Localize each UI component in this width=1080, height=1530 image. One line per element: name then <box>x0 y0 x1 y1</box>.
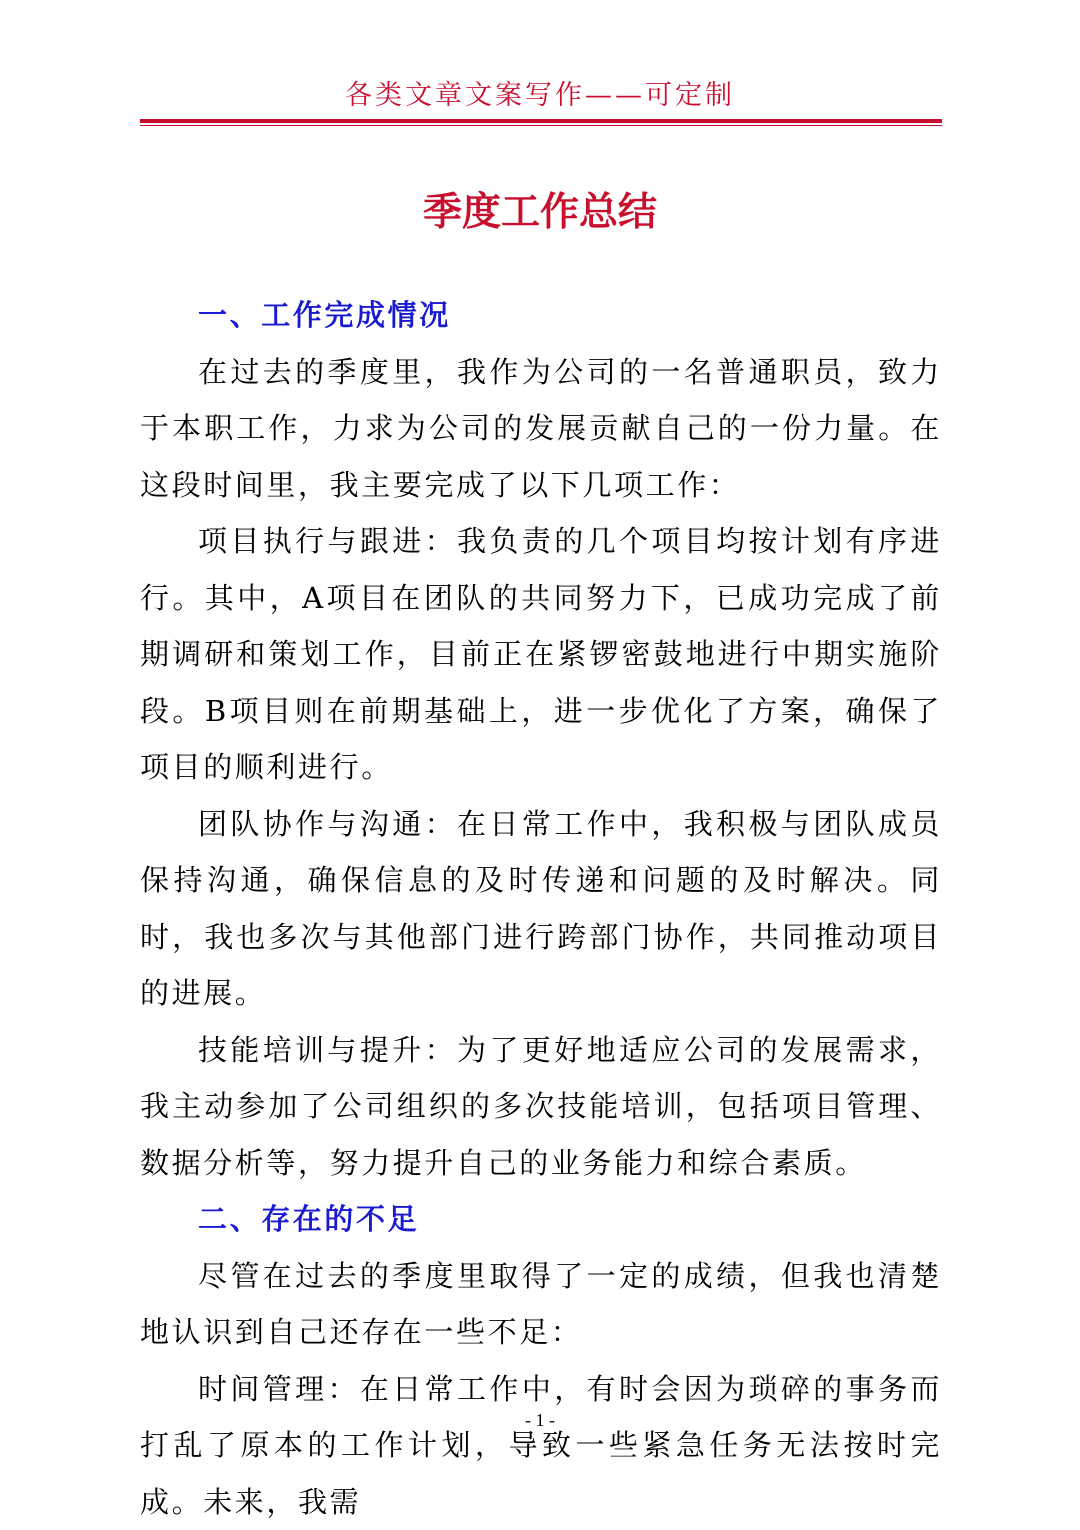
document-body <box>140 287 942 1530</box>
body-paragraph: 项目执行与跟进：我负责的几个项目均按计划有序进行。其中，A项目在团队的共同努力下，已成功完成了前期调研和策划工作，目前正在紧锣密鼓地进行中期实施阶段。B项目则在前期基础上，进一步优化了方案，确保了项目的顺利进行。 <box>140 513 942 796</box>
section-heading: 二、存在的不足 <box>140 1191 942 1248</box>
body-paragraph: 时间管理：在日常工作中，有时会因为琐碎的事务而打乱了原本的工作计划，导致一些紧急任务无法按时完成。未来，我需 <box>140 1361 942 1530</box>
page-number: - 1 - <box>0 1410 1080 1431</box>
body-paragraph: 尽管在过去的季度里取得了一定的成绩，但我也清楚地认识到自己还存在一些不足： <box>140 1248 942 1361</box>
section-heading: 一、工作完成情况 <box>140 287 942 344</box>
document-title: 季度工作总结 <box>0 184 1080 240</box>
body-paragraph: 技能培训与提升：为了更好地适应公司的发展需求，我主动参加了公司组织的多次技能培训，包括项目管理、数据分析等，努力提升自己的业务能力和综合素质。 <box>140 1022 942 1192</box>
body-paragraph: 团队协作与沟通：在日常工作中，我积极与团队成员保持沟通，确保信息的及时传递和问题的及时解决。同时，我也多次与其他部门进行跨部门协作，共同推动项目的进展。 <box>140 796 942 1022</box>
header-divider-thick <box>140 119 942 123</box>
page-header: 各类文章文案写作——可定制 <box>0 76 1080 116</box>
body-paragraph: 在过去的季度里，我作为公司的一名普通职员，致力于本职工作，力求为公司的发展贡献自己的一份力量。在这段时间里，我主要完成了以下几项工作： <box>140 344 942 514</box>
header-divider-thin <box>140 125 942 126</box>
